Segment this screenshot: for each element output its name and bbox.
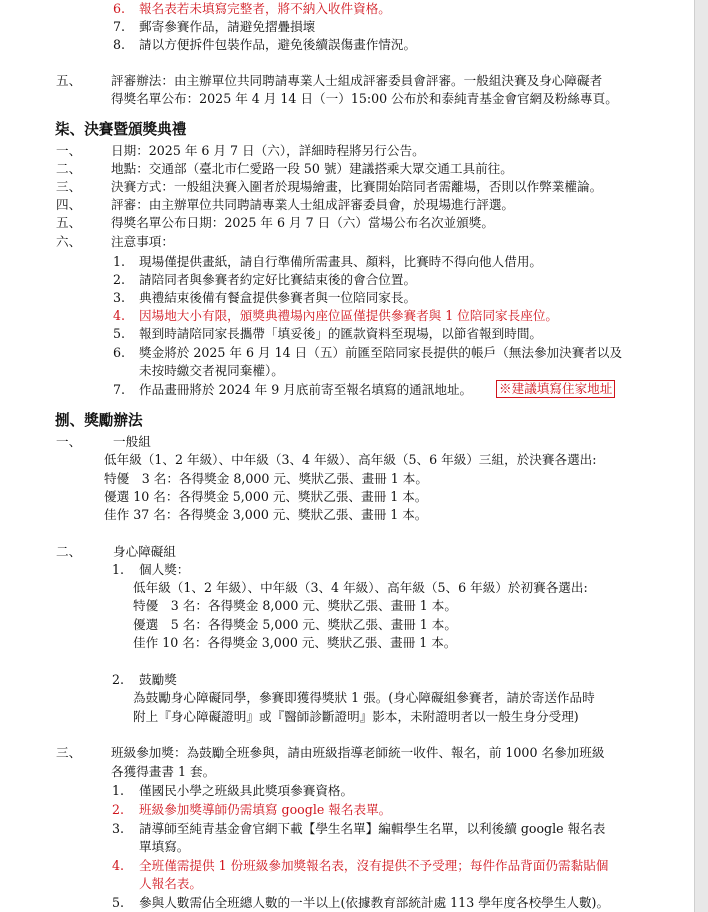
item-text: 請以方便拆件包裝作品，避免後續誤傷畫作情況。 [139,37,417,52]
item-text: 報名表若未填寫完整者，將不納入收件資格。 [139,1,391,16]
section-number: 一、 [56,143,82,158]
note-number: 7. [113,382,126,397]
section-text: 注意事項： [111,234,174,249]
group-title: 一般組 [113,434,151,449]
section-number: 一、 [56,434,82,449]
section-number: 二、 [56,544,82,559]
item-number: 1. [112,783,125,798]
note-number: 6. [113,345,126,360]
section-text: 地點：交通部（臺北市仁愛路一段 50 號）建議搭乘大眾交通工具前往。 [111,161,513,176]
section-text: 評審辦法：由主辦單位共同聘請專業人士組成評審委員會評審。一般組決賽及身心障礙者 [111,73,603,88]
sub-title: 鼓勵獎 [139,672,177,687]
viewer-scrollbar[interactable] [694,0,708,912]
item-number: 7. [113,19,126,34]
sub-text: 為鼓勵身心障礙同學，參賽即獲得獎狀 1 張。(身心障礙組參賽者，請於寄送作品時 [133,690,595,705]
prize-line: 特優 3 名：各得獎金 8,000 元、獎狀乙張、畫冊 1 本。 [133,598,457,613]
prize-line: 特優 3 名：各得獎金 8,000 元、獎狀乙張、畫冊 1 本。 [104,471,428,486]
item-number: 5. [112,895,125,910]
heading-rewards: 捌、獎勵辦法 [55,412,143,429]
item-number: 8. [113,37,126,52]
section-text: 日期：2025 年 6 月 7 日（六），詳細時程將另行公告。 [111,143,425,158]
sub-number: 1. [112,562,125,577]
item-text: 全班僅需提供 1 份班級參加獎報名表，沒有提供不予受理；每件作品背面仍需黏貼個 [139,858,609,873]
section-number: 五、 [56,215,82,230]
note-number: 3. [113,290,126,305]
item-number: 4. [112,858,125,873]
prize-line: 佳作 10 名：各得獎金 3,000 元、獎狀乙張、畫冊 1 本。 [133,635,457,650]
section-number: 二、 [56,161,82,176]
section-number: 三、 [56,179,82,194]
item-text: 請導師至純青基金會官網下載【學生名單】編輯學生名單，以利後續 google 報名表 [139,821,606,836]
sub-text: 附上『身心障礙證明』或『醫師診斷證明』影本，未附證明者以一般生身分受理) [133,709,579,724]
item-text: 班級參加獎導師仍需填寫 google 報名表單。 [139,802,392,817]
note-text: 獎金將於 2025 年 6 月 14 日（五）前匯至陪同家長提供的帳戶（無法參加決賽者以及 [139,345,623,360]
section-text: 得獎名單公布：2025 年 4 月 14 日（一）15:00 公布於和泰純青基金會官網及粉絲專頁。 [111,91,618,106]
note-text: 現場僅提供畫紙，請自行準備所需畫具、顏料，比賽時不得向他人借用。 [139,254,542,269]
group-title: 身心障礙組 [113,544,176,559]
section-text: 得獎名單公布日期：2025 年 6 月 7 日（六）當場公布名次並頒獎。 [111,215,494,230]
sub-title: 個人獎： [139,562,190,577]
item-text: 郵寄參賽作品，請避免摺疊損壞 [139,19,316,34]
note-text: 作品畫冊將於 2024 年 9 月底前寄至報名填寫的通訊地址。 [139,382,473,397]
item-text: 單填寫。 [139,839,190,854]
item-number: 2. [112,802,125,817]
note-text: 報到時請陪同家長攜帶「填妥後」的匯款資料至現場，以節省報到時間。 [139,326,542,341]
prize-line: 優選 5 名：各得獎金 5,000 元、獎狀乙張、畫冊 1 本。 [133,617,457,632]
note-number: 5. [113,326,126,341]
note-text: 請陪同者與參賽者約定好比賽結束後的會合位置。 [139,272,417,287]
item-text: 參與人數需佔全班總人數的一半以上(依據教育部統計處 113 學年度各校學生人數)。 [139,895,610,910]
section-number: 五、 [56,73,82,88]
address-note-badge: ※建議填寫住家地址 [496,380,615,398]
note-text: 典禮結束後備有餐盒提供參賽者與一位陪同家長。 [139,290,417,305]
prize-line: 優選 10 名：各得獎金 5,000 元、獎狀乙張、畫冊 1 本。 [104,489,428,504]
group-intro: 低年級（1、2 年級）、中年級（3、4 年級）、高年級（5、6 年級）三組，於決賽各選出: [104,452,597,467]
item-text: 僅國民小學之班級具此獎項參賽資格。 [139,783,354,798]
section-text: 班級參加獎：為鼓勵全班參與，請由班級指導老師統一收件、報名，前 1000 名參加班級 [111,745,605,760]
section-number: 三、 [56,745,82,760]
note-number: 1. [113,254,126,269]
group-intro: 低年級（1、2 年級）、中年級（3、4 年級）、高年級（5、6 年級）於初賽各選出: [133,580,588,595]
section-text: 評審：由主辦單位共同聘請專業人士組成評審委員會，於現場進行評選。 [111,197,514,212]
note-text: 未按時繳交者視同棄權）。 [139,363,284,378]
prize-line: 佳作 37 名：各得獎金 3,000 元、獎狀乙張、畫冊 1 本。 [104,507,428,522]
sub-number: 2. [112,672,125,687]
note-number: 4. [113,308,126,323]
item-text: 人報名表。 [139,876,202,891]
section-number: 四、 [56,197,82,212]
item-number: 6. [113,1,126,16]
section-text: 各獲得畫書 1 套。 [111,764,216,779]
item-number: 3. [112,821,125,836]
section-text: 決賽方式：一般組決賽入圍者於現場繪畫，比賽開始陪同者需離場，否則以作弊業權論。 [111,179,603,194]
heading-final-ceremony: 柒、決賽暨頒獎典禮 [55,121,187,138]
note-number: 2. [113,272,126,287]
note-text: 因場地大小有限，頒獎典禮場內座位區僅提供參賽者與 1 位陪同家長座位。 [139,308,559,323]
section-number: 六、 [56,234,82,249]
